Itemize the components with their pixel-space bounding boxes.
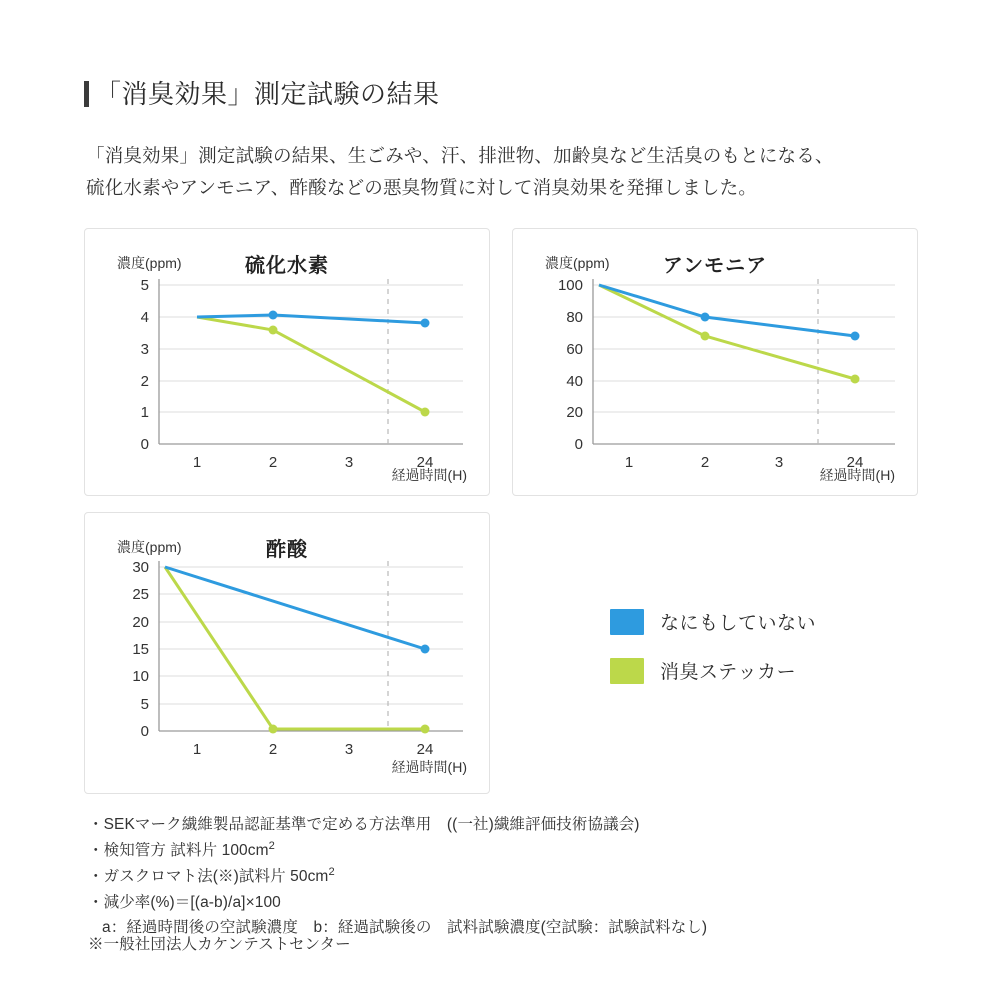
chart-xlabel-ammonia: 経過時間(H) [819,467,895,483]
svg-text:24: 24 [846,454,864,471]
svg-text:2: 2 [268,741,278,758]
svg-text:25: 25 [132,586,149,603]
svg-text:0: 0 [574,436,583,453]
svg-text:20: 20 [132,614,149,631]
chart-ylabel-hydrogen-sulfide: 濃度(ppm) [117,255,182,271]
legend-swatch-sticker [610,658,644,684]
footnote-text: ※一般社団法人カケンテストセンター [88,936,351,953]
plot-acetic-acid [85,513,489,793]
note-line-4: ・減少率(%)＝[(a-b)/a]×100 [88,893,281,911]
chart-title-acetic-acid: 酢酸 [266,539,308,561]
notes-block [88,812,707,940]
chart-card-hydrogen-sulfide [84,228,490,496]
svg-text:2: 2 [700,454,710,471]
svg-text:60: 60 [566,341,583,358]
chart-legend [610,608,816,706]
chart-title-ammonia: アンモニア [662,255,768,277]
note-line-2: ・検知管方 試料片 $100cm^2$ [88,840,275,860]
chart-xlabel-acetic-acid: 経過時間(H) [391,759,467,775]
title-accent-bar [84,81,89,107]
plot-ammonia [513,229,917,495]
svg-text:24: 24 [416,741,434,758]
svg-text:3: 3 [774,454,784,471]
svg-text:2: 2 [268,454,278,471]
svg-text:3: 3 [344,741,354,758]
legend-swatch-none [610,609,644,635]
svg-text:0: 0 [140,436,149,453]
svg-text:1: 1 [192,741,202,758]
svg-text:5: 5 [140,277,149,294]
intro-line-2: 硫化水素やアンモニア、酢酸などの悪臭物質に対して消臭効果を発揮しました。 [86,176,757,198]
intro-paragraph [86,140,946,204]
svg-text:10: 10 [132,668,149,685]
svg-text:1: 1 [192,454,202,471]
legend-item-none [610,608,816,635]
svg-text:20: 20 [566,404,583,421]
svg-text:3: 3 [344,454,354,471]
chart-card-ammonia [512,228,918,496]
svg-text:24: 24 [416,454,434,471]
svg-text:15: 15 [132,641,149,658]
svg-text:30: 30 [132,559,149,576]
page-title [84,74,440,111]
legend-item-sticker [610,657,816,684]
page-title-text: 「消臭効果」測定試験の結果 [95,79,440,109]
svg-text:4: 4 [140,309,149,326]
legend-label-none: なにもしていない [660,613,817,634]
svg-text:3: 3 [140,341,149,358]
note-line-3: ・ガスクロマト法(※)試料片 $50cm^2$ [88,866,335,886]
note-line-1: ・SEKマーク繊維製品認証基準で定める方法準用 ((一社)繊維評価技術協議会) [88,816,640,833]
intro-line-1: 「消臭効果」測定試験の結果、生ごみや、汗、排泄物、加齢臭など生活臭のもとになる、 [86,145,834,166]
svg-text:5: 5 [140,696,149,713]
chart-xlabel-hydrogen-sulfide: 経過時間(H) [391,467,467,483]
svg-text:100: 100 [557,277,583,294]
chart-ylabel-ammonia: 濃度(ppm) [545,255,610,271]
chart-card-acetic-acid [84,512,490,794]
svg-text:0: 0 [140,723,149,740]
legend-label-sticker: 消臭ステッカー [660,662,797,683]
plot-hydrogen-sulfide [85,229,489,495]
chart-ylabel-acetic-acid: 濃度(ppm) [117,539,182,555]
svg-text:1: 1 [140,404,149,421]
svg-text:40: 40 [566,373,583,390]
svg-text:1: 1 [624,454,634,471]
svg-text:80: 80 [566,309,583,326]
note-line-5: a：経過時間後の空試験濃度 b：経過試験後の 試料試験濃度(空試験：試験試料なし) [102,918,708,936]
chart-title-hydrogen-sulfide: 硫化水素 [245,255,329,277]
svg-text:2: 2 [140,373,149,390]
